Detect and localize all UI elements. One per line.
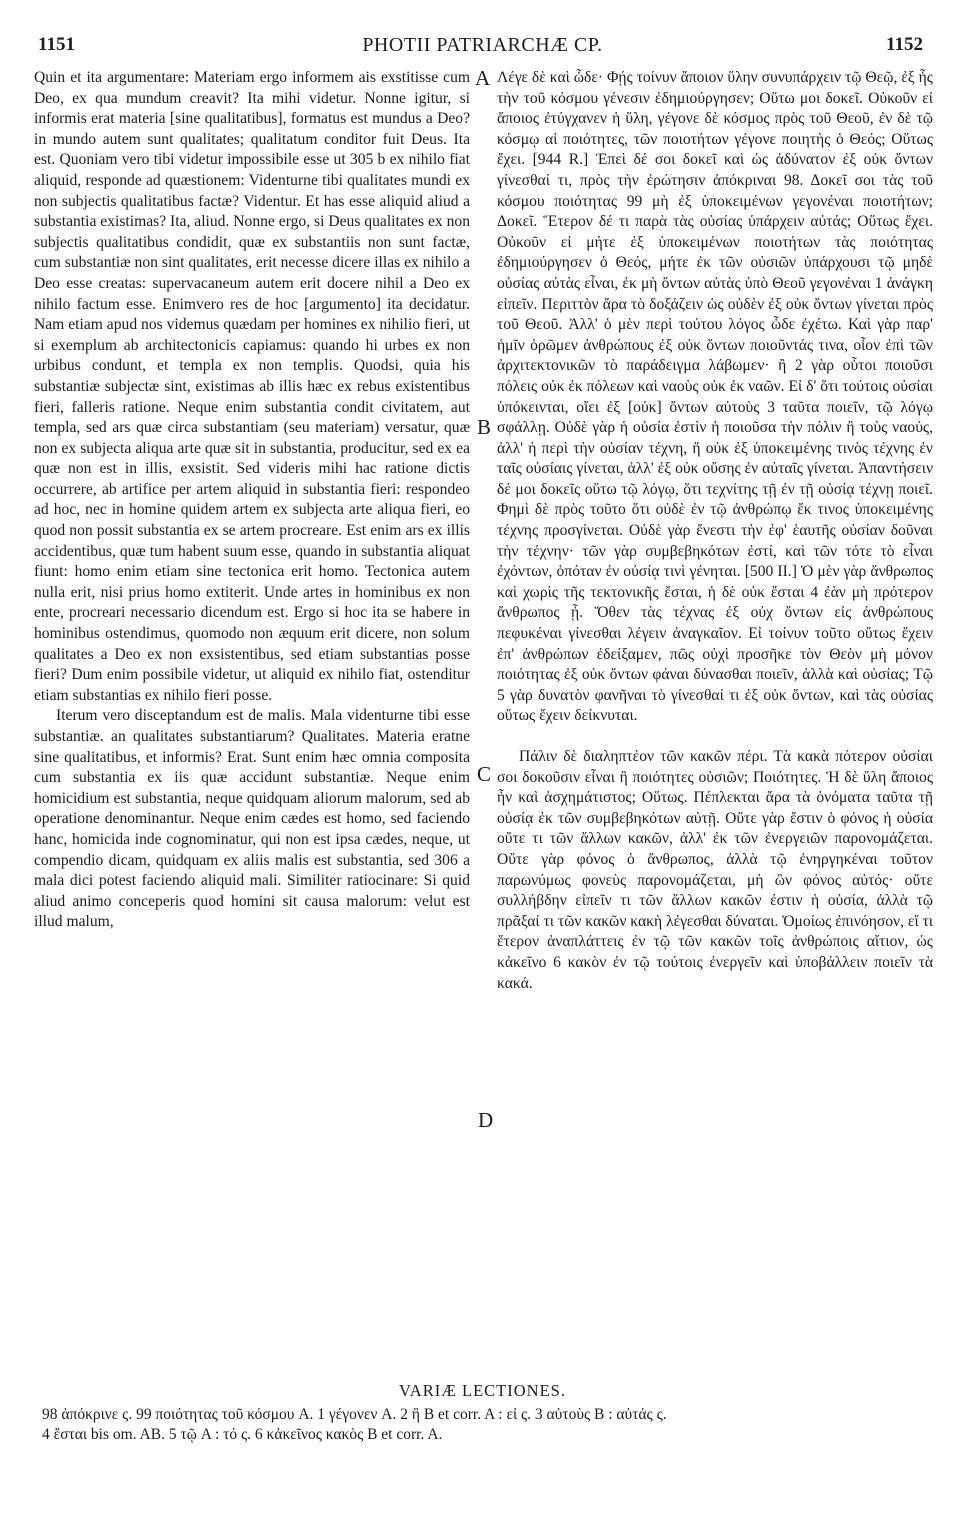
greek-paragraph-1: Λέγε δὲ καὶ ὧδε· Φῄς τοίνυν ἄποιον ὕλην συνυπάρχειν τῷ Θεῷ, ἐξ ἧς τὴν τοῦ κόσμου γένεσιν ἐδημιούργησεν; Οὕτω μοι δοκεῖ. Οὐκοῦν εἰ ἄποιος ἐτύγχανεν ἡ ὕλη, γέγονε δὲ κόσμος πρὸς τοῦ Θεοῦ, ἐν δὲ τῷ κόσμῳ αἱ ποιότητες, τῶν ποιοτήτων γέγονε ποιητὴς ὁ Θεός; Οὕτως ἔχει. [944 R.] Ἐπεὶ δέ σοι δοκεῖ καὶ ὡς ἀδύνατον ἐξ οὐκ ὄντων γίνεσθαί τι, πρὸς τὴν ἐρώτησιν ἀπόκριναι 98. Δοκεῖ σοι τὰς τοῦ κόσμου ποιότητας 99 μὴ ἐξ ὑποκειμένων γεγονέναι ποιοτήτων; Δοκεῖ. Ἕτερον δέ τι παρὰ τὰς οὐσίας ὑπάρχειν αὐτάς; Οὕτως ἔχει. Οὐκοῦν εἰ μήτε ἐξ ὑποκειμένων ποιοτήτων τὰς ποιότητας ἐδημιούργησεν ὁ Θεός, μήτε ἐκ τῶν οὐσιῶν ὑπάρχουσι τῷ μηδὲ οὐσίας αὐτὰς εἶναι, ἐκ μὴ ὄντων αὐτὰς ὑπὸ Θεοῦ γεγονέναι 1 ἀνάγκη εἰπεῖν. Περιττὸν ἄρα τὸ δοξάζειν ὡς οὐδὲν ἐξ οὐκ ὄντων γίνεται πρὸς τοῦ Θεοῦ. Ἀλλ' ὁ μὲν περὶ τούτου λόγος ὧδε ἐχέτω. Καὶ γὰρ παρ' ἡμῖν ὁρῶμεν ἀνθρώπους ἐξ οὐκ ὄντων ποιοῦντάς τινα, οἷον ἐπὶ τῶν ἀρχιτεκτονικῶν τὸ παράδειγμα λάβωμεν· ἢ 2 γὰρ οὗτοι ποιοῦσι πόλεις οὐκ ἐκ πόλεων καὶ ναοὺς οὐκ ἐκ ναῶν. Εἰ δ' ὅτι τούτοις οὐσίαι ὑπόκεινται, οἴει ἐξ [οὐκ] ὄντων αὐτοὺς 3 ταῦτα ποιεῖν, τῷ λόγῳ σφάλλῃ. Οὐδὲ γὰρ ἡ οὐσία ἐστὶν ἡ ποιοῦσα τὴν πόλιν ἢ τοὺς ναούς, ἀλλ' ἡ περὶ τὴν οὐσίαν τέχνη, ἥ οὐκ ἐξ ὑποκειμένης τινὸς τέχνης ἐν ταῖς οὐσίαις γίνεται, ἀλλ' ἐξ οὐκ οὔσης ἐν αὐταῖς γίνεται. Ἀπαντήσειν δέ μοι δοκεῖς οὕτω τῷ λόγῳ, ὅτι τεχνίτης τῇ ἐν τῇ οὐσίᾳ τέχνῃ ποιεῖ. Φημὶ δὲ πρὸς τοῦτο ὅτι οὐδὲ ἐν τῷ ἀνθρώπῳ ἔκ τινος ὑποκειμένης τέχνης προσγίνεται. Οὐδὲ γὰρ ἔνεστι τὴν ἐφ' ἑαυτῆς οὐσίαν δοῦναι τὴν τέχνην· τῶν γὰρ συμβεβηκότων ἐστί, καὶ τῶν τότε τὸ εἶναι ἐχόντων, ὁπόταν ἐν οὐσίᾳ τινὶ γένηται. [500 II.] Ὁ μὲν γὰρ ἄνθρωπος καὶ χωρὶς τῆς τεκτονικῆς ἔσται, ἡ δὲ οὐκ ἔσται 4 ἐὰν μὴ πρότερον ἄνθρωπος ᾖ. Ὅθεν τὰς τέχνας ἐξ οὐχ ὄντων εἰς ἀνθρώπους πεφυκέναι γίνεσθαι λέγειν ἀναγκαῖον. Εἰ τοίνυν τοῦτο οὕτως ἔχειν ἐπ' ἀνθρώπων ἐδείξαμεν, πῶς οὐχὶ προσῆκε τὸν Θεὸν μὴ μόνον ποιότητας ἐξ οὐκ ὄντων φάναι δύνασθαι ποιεῖν, ἀλλὰ καὶ οὐσίας; Τῷ 5 γὰρ δυνατὸν φανῆναι τὸ γίνεσθαί τι ἐξ οὐκ ὄντων, καὶ τὰς οὐσίας οὕτως ἔχειν δείκνυται.: [497, 69, 933, 725]
latin-paragraph-2: Iterum vero disceptandum est de malis. Mala videnturne tibi esse substantiæ. an qualitates substantiarum? Qualitates. Materia eratne sine qualitatibus, et informis? Erat. Sunt enim hæc omnia composita cum substantia ex iis quæ accidunt substantiæ. Neque enim homicidium est substantia, neque quidquam aliorum malorum, sed ab operatione denominantur. Neque enim cædes est homo, sed faciendo hanc, homicida inde cognominatur, qui non est ipsa cædes, neque, ut compendio dicam, quidquam ex aliis malis est substantia, sed 306 a mala dici potest faciendo aliquid mali. Similiter ratiocinare: Si quid aliud animo conceperis quod homini sit causa malorum: velut est illud malum,: [34, 707, 470, 931]
section-marker-a: A: [475, 66, 491, 90]
notes-line-1: 98 ἀπόκρινε ς. 99 ποιότητας τοῦ κόσμου A. 1 γέγονεν A. 2 ἢ B et corr. A : εἰ ς. 3 αὐτοὺς B : αὐτάς ς.: [42, 1406, 667, 1423]
latin-paragraph-1: Quin et ita argumentare: Materiam ergo informem ais exstitisse cum Deo, ex qua mundum creavit? Ita mihi videtur. Nonne igitur, si informis erat materia [sine qualitatibus], formatus est mundus a Deo? in mundo autem sunt qualitates; qualitatum conditor fuit Deus. Ita est. Quoniam vero tibi videtur impossibile esse ut 305 b ex nihilo fiat aliquid, responde ad quæstionem: Videnturne tibi qualitates mundi ex non subjectis qualitatibus factæ? Videntur. Et has esse aliquid aliud a substantia existimas? Ita, aliud. Nonne ergo, si Deus qualitates ex non subjectis qualitatibus condidit, quæ ex substantiis non sunt factæ, cum substantiæ non sint qualitates, erit necesse dicere illas ex nihilo a Deo esse creatas: supervacaneum autem erit docere nihil a Deo ex nihilo factum esse. Enimvero res de hoc [argumento] ita decidatur. Nam etiam apud nos videmus quædam per homines ex nihilio fieri, ut si exemplum ab architectonicis capiamus: quando hi urbes ex non urbibus condunt, et templa ex non templis. Quodsi, quia his substantiæ subjectæ sint, existimas ab illis hæc ex rebus existentibus fieri, falleris ratione. Neque enim substantia condit civitatem, aut templa, sed ars quæ circa substantiam (seu materiam) versatur, quæ non ex subjecta aliqua arte quæ sit in substantia, producitur, sed ex ea quæ non est in illis, exsistit. Sed videris mihi hac ratione dictis occurrere, ab artifice per artem aliquid in substantia fieri: respondeo ad hoc, nec in homine quidem artem ex subjecta arte aliqua fieri, eo quod non possit substantia ex se artem procreare. Est enim ars ex illis accidentibus, quæ tum habent suum esse, quando in substantia aliquat fiunt: homo enim etiam sine tectonica erit homo. Tectonica autem nulla erit, nisi prius homo extiterit. Unde artes in hominibus ex non ente, procreari necessario dicendum est. Ergo si hoc ita se habere in hominibus ostendimus, quomodo non æquum erit dicere, non solum qualitates a Deo ex non exsistentibus, sed etiam substantias posse fieri? Dum enim possibile videtur, ut aliquid ex nihilo fiat, ostenditur etiam substantias ex nihilo fieri posse.: [34, 69, 470, 704]
notes-line-2: 4 ἔσται bis om. AB. 5 τῷ A : τό ς. 6 κἀκεῖνος κακὸς B et corr. A.: [42, 1426, 443, 1443]
section-marker-b: B: [477, 415, 492, 439]
variae-lectiones-notes: [42, 1405, 947, 1445]
greek-column: [497, 68, 933, 994]
section-marker-c: C: [477, 762, 492, 786]
right-page-number: 1152: [886, 34, 923, 55]
section-marker-d: D: [478, 1108, 494, 1132]
page-header: [20, 34, 945, 60]
greek-paragraph-2: Πάλιν δὲ διαληπτέον τῶν κακῶν πέρι. Τὰ κακὰ πότερον οὐσίαι σοι δοκοῦσιν εἶναι ἢ ποιότητες οὐσιῶν; Ποιότητες. Ἡ δὲ ὕλη ἄποιος ἦν καὶ ἀσχημάτιστος; Οὕτως. Πέπλεκται ἄρα τὰ ὀνόματα ταῦτα τῇ οὐσίᾳ ἐκ τῶν συμβεβηκότων αὐτῇ. Οὔτε γὰρ ἔστιν ὁ φόνος ἡ οὐσία οὔτε τι τῶν ἄλλων κακῶν, ἀλλ' ἐκ τῶν ἐνεργειῶν παρονομάζεται. Οὔτε γὰρ φόνος ὁ ἄνθρωπος, ἀλλὰ τῷ ἐνηργηκέναι τοῦτον παρωνύμως φονεὺς παρονομάζεται, μὴ ὢν φόνος αὐτός· οὔτε συλλήβδην εἰπεῖν τι τῶν ἄλλων κακῶν ἐστιν ἡ οὐσία, ἀλλὰ τῷ πρᾶξαί τι τῶν κακῶν κακὴ λέγεσθαι δύναται. Ὁμοίως ἐπινόησον, εἴ τι ἕτερον ἀναπλάττεις ἐν τῷ τῶν κακῶν τοῖς ἀνθρώποις αἴτιον, ὡς κἀκεῖνο 6 κακὸν ἐν τῷ τούτοις ἐνεργεῖν καὶ ὑποβάλλειν ποιεῖν τὰ κακά.: [497, 748, 934, 992]
left-page-number: 1151: [38, 34, 75, 55]
variae-lectiones-heading: VARIÆ LECTIONES.: [399, 1381, 566, 1400]
latin-column: [34, 68, 470, 933]
running-title: PHOTII PATRIARCHÆ CP.: [362, 34, 603, 56]
